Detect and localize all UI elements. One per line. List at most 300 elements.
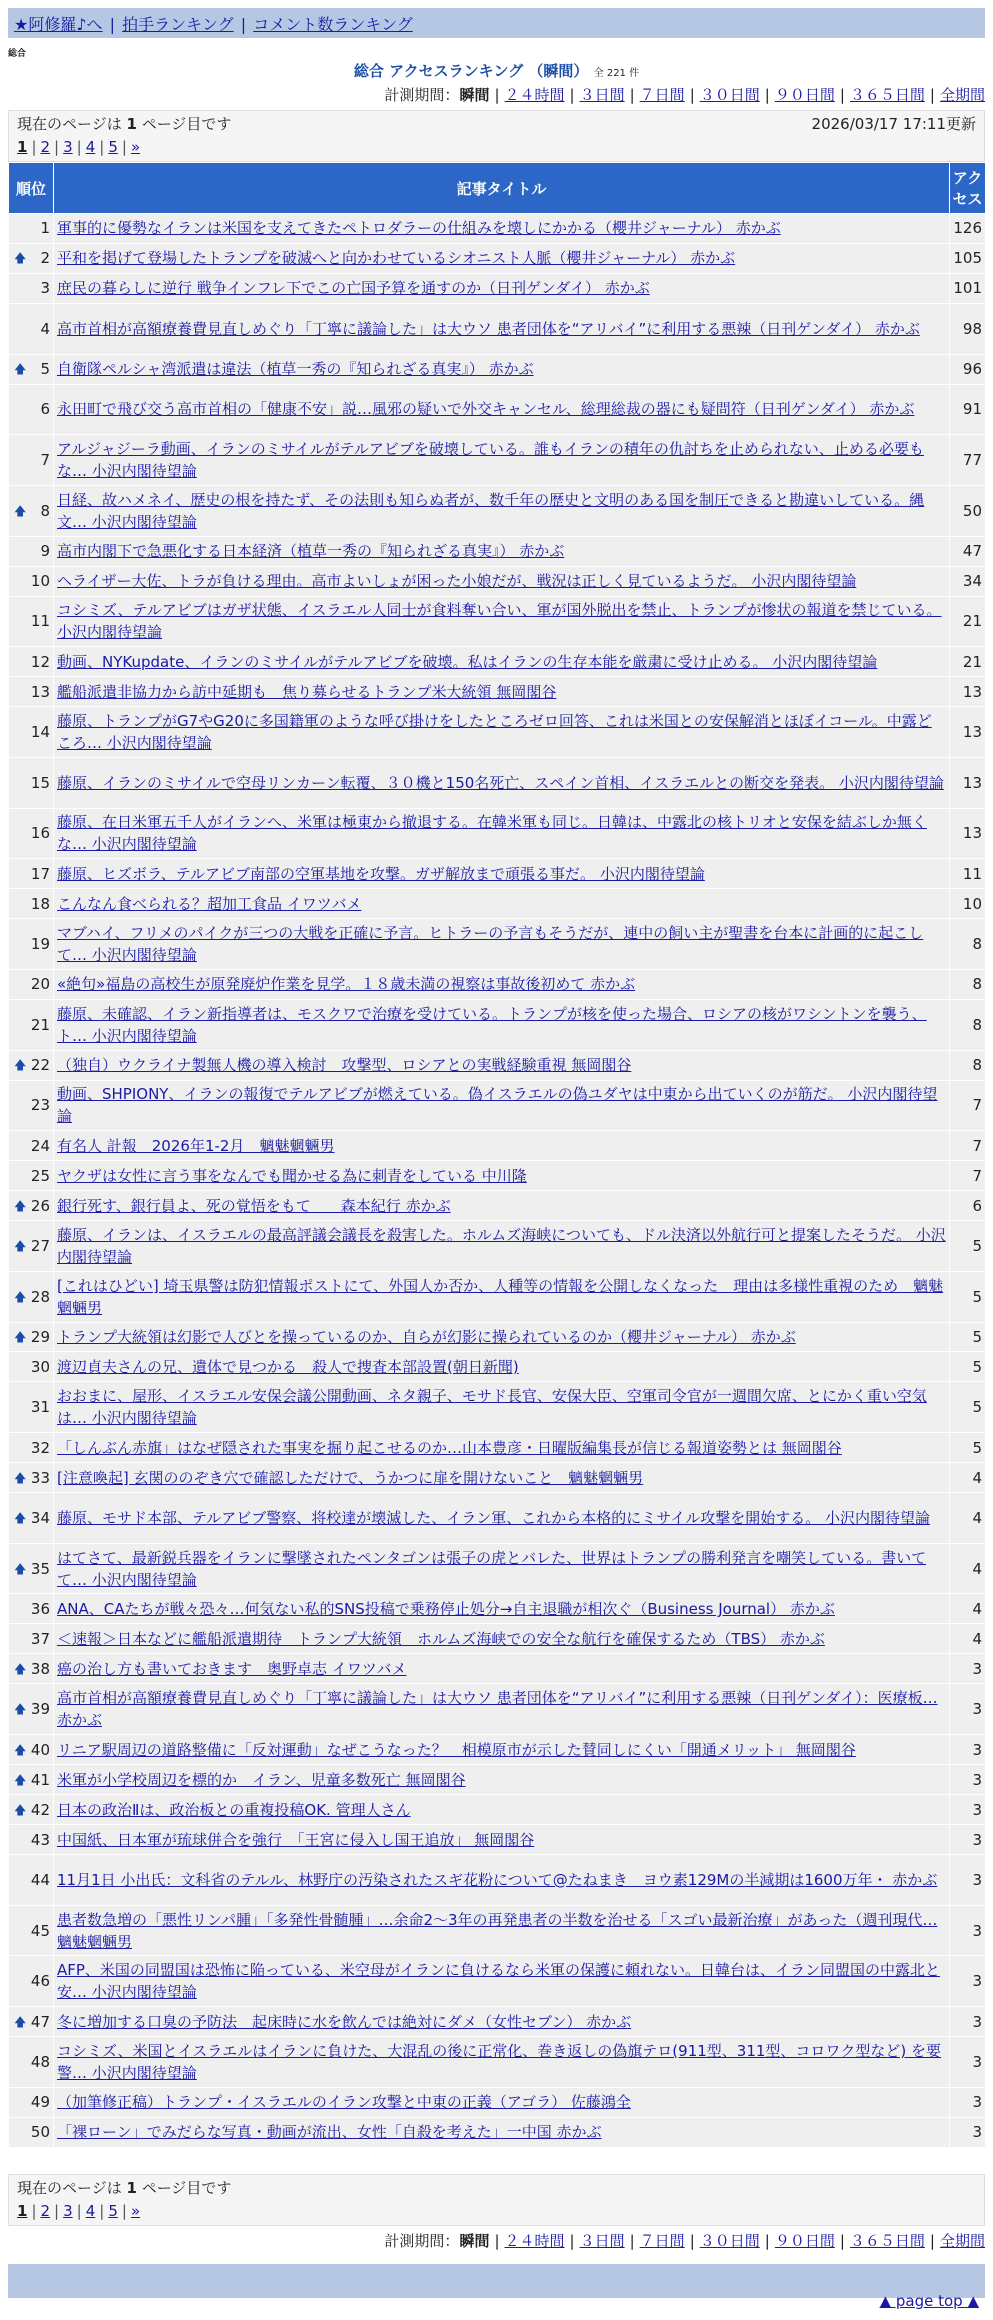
article-link[interactable]: «絶句»福島の高校生が原発廃炉作業を見学。１８歳未満の視察は事故後初めて 赤かぶ <box>57 975 636 994</box>
pager-link-4[interactable]: 4 <box>85 2202 96 2220</box>
period-selector-bottom <box>384 2230 985 2251</box>
access-count: 3 <box>950 1825 986 1855</box>
table-row <box>9 757 986 808</box>
period-link-4[interactable]: ９０日間 <box>774 86 835 104</box>
article-link[interactable]: 渡辺貞夫さんの兄、遺体で見つかる 殺人で捜査本部設置(朝日新聞) <box>57 1357 519 1376</box>
rank-cell <box>9 1624 54 1654</box>
article-link[interactable]: 高市首相が高額療養費見直しめぐり「丁寧に議論した」は大ウソ 患者団体を“アリバイ”に利用する悪辣（日刊ゲンダイ）：医療板… 赤かぶ <box>57 1689 938 1730</box>
title-cell <box>54 1433 950 1463</box>
title-cell <box>54 889 950 919</box>
period-link-1[interactable]: ３日間 <box>579 2232 625 2250</box>
access-count: 13 <box>950 677 986 707</box>
rank-cell <box>9 1825 54 1855</box>
rank-up-arrow-icon: 🡅 <box>14 2014 27 2029</box>
table-row <box>9 1493 986 1544</box>
table-row <box>9 889 986 919</box>
title-cell <box>54 677 950 707</box>
title-cell <box>54 2037 950 2088</box>
title-cell <box>54 1684 950 1735</box>
rank-number: 1 <box>40 219 50 238</box>
article-link[interactable]: ANA、CAたちが戦々恐々…何気ない私的SNS投稿で乗務停止処分→自主退職が相次ぐ（Business Journal） 赤かぶ <box>57 1599 835 1618</box>
article-link[interactable]: 癌の治し方も書いておきます 奥野卓志 イワツバメ <box>57 1659 407 1678</box>
access-count: 3 <box>950 1684 986 1735</box>
article-link[interactable]: 患者数急増の「悪性リンパ腫」「多発性骨髄腫」…余命2〜3年の再発患者の半数を治せる「スゴい最新治療」があった（週刊現代… 魑魅魍魎男 <box>57 1910 938 1951</box>
rank-cell <box>9 214 54 244</box>
article-link[interactable]: 有名人 計報 2026年1-2月 魑魅魍魎男 <box>57 1136 335 1155</box>
total-count: 全 221 件 <box>593 68 640 79</box>
pager-current: 1 <box>17 138 28 156</box>
pager-next[interactable]: » <box>130 138 141 156</box>
title-cell <box>54 1322 950 1352</box>
period-separator: | <box>494 2232 500 2250</box>
period-separator: | <box>629 86 635 104</box>
table-row <box>9 536 986 566</box>
article-link[interactable]: マブハイ、フリメのパイクが三つの大戦を正確に予言。ヒトラーの予言もそうだが、連中の飼い主が聖書を台本に計画的に起こして… 小沢内閣待望論 <box>57 924 924 965</box>
rank-number: 9 <box>40 542 50 561</box>
access-count: 101 <box>950 273 986 303</box>
period-link-3[interactable]: ３０日間 <box>699 86 760 104</box>
period-link-6[interactable]: 全期間 <box>939 86 985 104</box>
rank-cell <box>9 647 54 677</box>
table-row <box>9 303 986 354</box>
table-row <box>9 1735 986 1765</box>
article-link[interactable]: 動画、NYKupdate、イランのミサイルがテルアビブを破壊。私はイランの生存本能を厳粛に受け止める。 小沢内閣待望論 <box>57 652 878 671</box>
access-count: 77 <box>950 435 986 486</box>
rank-cell <box>9 1191 54 1221</box>
article-link[interactable]: 高市首相が高額療養費見直しめぐり「丁寧に議論した」は大ウソ 患者団体を“アリバイ”に利用する悪辣（日刊ゲンダイ） 赤かぶ <box>57 319 920 338</box>
period-link-0[interactable]: ２４時間 <box>504 86 565 104</box>
title-cell <box>54 2117 950 2147</box>
pager-link-5[interactable]: 5 <box>108 138 118 156</box>
table-row <box>9 1624 986 1654</box>
rank-number: 7 <box>40 451 50 470</box>
title-cell <box>54 1735 950 1765</box>
table-row <box>9 647 986 677</box>
title-cell <box>54 1131 950 1161</box>
title-cell <box>54 707 950 758</box>
rank-up-arrow-icon: 🡅 <box>14 503 27 518</box>
rank-number: 46 <box>30 1972 50 1991</box>
period-separator: | <box>929 86 935 104</box>
article-link[interactable]: （加筆修正稿）トランプ・イスラエルのイラン攻撃と中東の正義（アゴラ） 佐藤鴻全 <box>57 2093 631 2112</box>
access-count: 8 <box>950 919 986 970</box>
access-count: 10 <box>950 889 986 919</box>
rank-number: 6 <box>40 400 50 419</box>
article-link[interactable]: 軍事的に優勢なイランは米国を支えてきたペトロダラーの仕組みを壊しにかかる（櫻井ジャーナル） 赤かぶ <box>57 219 781 238</box>
access-count: 5 <box>950 1322 986 1352</box>
rank-up-arrow-icon: 🡅 <box>14 1802 27 1817</box>
page-info-panel-top <box>8 110 985 162</box>
access-count: 3 <box>950 1956 986 2007</box>
rank-cell <box>9 1735 54 1765</box>
article-link[interactable]: 「しんぶん赤旗」はなぜ隠された事実を掘り起こせるのか…山本豊彦・日曜版編集長が信じる報道姿勢とは 無岡閣谷 <box>57 1438 842 1457</box>
access-count: 13 <box>950 808 986 859</box>
page-top-link[interactable]: ▲ page top ▲ <box>879 2292 979 2310</box>
article-link[interactable]: 「裸ローン」でみだらな写真・動画が流出、女性「自殺を考えた」一中国 赤かぶ <box>57 2123 602 2142</box>
rank-cell <box>9 1271 54 1322</box>
table-row <box>9 2037 986 2088</box>
article-link[interactable]: 自衛隊ペルシャ湾派遣は違法（植草一秀の『知られざる真実』） 赤かぶ <box>57 360 534 379</box>
rank-number: 22 <box>30 1056 50 1075</box>
article-link[interactable]: はてさて、最新鋭兵器をイランに撃墜されたペンタゴンは張子の虎とバレた、世界はトランプの勝利発言を嘲笑している。書いてて… 小沢内閣待望論 <box>57 1548 927 1589</box>
article-link[interactable]: [これはひどい] 埼玉県警は防犯情報ポストにて、外国人か否か、人種等の情報を公開しなくなった 理由は多様性重視のため 魑魅魍魎男 <box>57 1276 944 1317</box>
rank-up-arrow-icon: 🡅 <box>14 1058 27 1073</box>
pager-next[interactable]: » <box>130 2202 141 2220</box>
rank-number: 26 <box>30 1196 50 1215</box>
access-count: 13 <box>950 757 986 808</box>
access-count: 34 <box>950 566 986 596</box>
table-row <box>9 1271 986 1322</box>
article-link[interactable]: 藤原、未確認、イラン新指導者は、モスクワで治療を受けている。トランプが核を使った場合、ロシアの核がワシントンを襲う、ト… 小沢内閣待望論 <box>57 1004 927 1045</box>
access-count: 7 <box>950 1080 986 1131</box>
pager-link-5[interactable]: 5 <box>108 2202 118 2220</box>
rank-cell <box>9 1956 54 2007</box>
rank-cell <box>9 566 54 596</box>
rank-number: 32 <box>30 1438 50 1457</box>
title-cell <box>54 566 950 596</box>
title-cell <box>54 1352 950 1382</box>
rank-up-arrow-icon: 🡅 <box>14 1742 27 1757</box>
rank-number: 13 <box>30 682 50 701</box>
table-row <box>9 2007 986 2037</box>
rank-cell <box>9 969 54 999</box>
rank-number: 4 <box>40 319 50 338</box>
title-cell <box>54 1221 950 1272</box>
rank-up-arrow-icon: 🡅 <box>14 1198 27 1213</box>
access-count: 4 <box>950 1493 986 1544</box>
rank-number: 37 <box>30 1629 50 1648</box>
article-link[interactable]: コシミズ、米国とイスラエルはイランに負けた、大混乱の後に正常化、巻き返しの偽旗テロ(911型、311型、コロワク型など) を要警… 小沢内閣待望論 <box>57 2041 942 2082</box>
title-cell <box>54 1271 950 1322</box>
rank-number: 48 <box>30 2052 50 2071</box>
title-cell <box>54 1594 950 1624</box>
table-row <box>9 1855 986 1906</box>
period-link-2[interactable]: ７日間 <box>639 2232 685 2250</box>
period-separator: | <box>629 2232 635 2250</box>
ranking-table-wrap <box>8 162 985 2148</box>
article-link[interactable]: アルジャジーラ動画、イランのミサイルがテルアビブを破壊している。誰もイランの積年の仇討ちを止められない、止める必要もな… 小沢内閣待望論 <box>57 440 924 481</box>
period-link-5[interactable]: ３６５日間 <box>849 86 925 104</box>
article-link[interactable]: [注意喚起] 玄関ののぞき穴で確認しただけで、うかつに扉を開けないこと 魑魅魍魎男 <box>57 1468 644 1487</box>
rank-cell <box>9 354 54 384</box>
updated-time: 2026/03/17 17:11更新 <box>811 115 976 133</box>
rank-cell <box>9 485 54 536</box>
access-count: 21 <box>950 596 986 647</box>
rank-cell <box>9 303 54 354</box>
article-link[interactable]: トランプ大統領は幻影で人びとを操っているのか、自らが幻影に操られているのか（櫻井ジャーナル） 赤かぶ <box>57 1327 796 1346</box>
rank-number: 35 <box>30 1559 50 1578</box>
rank-number: 34 <box>30 1508 50 1527</box>
period-current: 瞬間 <box>459 2232 490 2250</box>
bottom-bar <box>8 2264 985 2298</box>
access-count: 6 <box>950 1191 986 1221</box>
rank-number: 28 <box>30 1287 50 1306</box>
title-cell <box>54 354 950 384</box>
article-link[interactable]: 藤原、イランのミサイルで空母リンカーン転覆、３０機と150名死亡、スペイン首相、イスラエルとの断交を発表。 小沢内閣待望論 <box>57 773 944 792</box>
table-row <box>9 1905 986 1956</box>
period-link-3[interactable]: ３０日間 <box>699 2232 760 2250</box>
table-row <box>9 1543 986 1594</box>
rank-cell <box>9 757 54 808</box>
access-count: 8 <box>950 999 986 1050</box>
article-link[interactable]: 11月1日 小出氏：文科省のテルル、林野庁の汚染されたスギ花粉について@たねまき ヨウ素129Mの半減期は1600万年・ 赤かぶ <box>57 1870 938 1889</box>
table-row <box>9 1684 986 1735</box>
access-count: 91 <box>950 384 986 435</box>
article-link[interactable]: ＜速報＞日本などに艦船派遣期待 トランプ大統領 ホルムズ海峡での安全な航行を確保するため（TBS） 赤かぶ <box>57 1629 825 1648</box>
table-row <box>9 677 986 707</box>
title-cell <box>54 303 950 354</box>
pager-top <box>17 135 976 159</box>
rank-up-arrow-icon: 🡅 <box>14 251 27 266</box>
current-page-text: 現在のページは 1 ページ目です <box>17 2179 232 2197</box>
period-separator: | <box>689 2232 695 2250</box>
access-count: 8 <box>950 1050 986 1080</box>
article-link[interactable]: 日本の政治Ⅱは、政治板との重複投稿OK. 管理人さん <box>57 1800 411 1819</box>
article-link[interactable]: 艦船派遣非協力から訪中延期も 焦り募らせるトランプ米大統領 無岡閣谷 <box>57 682 557 701</box>
rank-number: 3 <box>40 279 50 298</box>
rank-up-arrow-icon: 🡅 <box>14 1329 27 1344</box>
table-row <box>9 1080 986 1131</box>
rank-cell <box>9 1795 54 1825</box>
title-cell <box>54 273 950 303</box>
rank-cell <box>9 1493 54 1544</box>
rank-number: 31 <box>30 1398 50 1417</box>
article-link[interactable]: 冬に増加する口臭の予防法 起床時に水を飲んでは絶対にダメ（女性セブン） 赤かぶ <box>57 2012 632 2031</box>
period-separator: | <box>569 2232 575 2250</box>
page-info-panel-bottom <box>8 2174 985 2226</box>
title-cell <box>54 859 950 889</box>
article-link[interactable]: 平和を掲げて登場したトランプを破滅へと向かわせているシオニスト人脈（櫻井ジャーナル） 赤かぶ <box>57 249 736 268</box>
title-cell <box>54 1191 950 1221</box>
rank-cell <box>9 999 54 1050</box>
rank-cell <box>9 2007 54 2037</box>
rank-number: 43 <box>30 1830 50 1849</box>
table-row <box>9 1191 986 1221</box>
rank-number: 42 <box>30 1800 50 1819</box>
rank-number: 29 <box>30 1327 50 1346</box>
article-link[interactable]: 藤原、在日米軍五千人がイランへ、米軍は極東から撤退する。在韓米軍も同じ。日韓は、中露北の核トリオと安保を結ぶしか無くな… 小沢内閣待望論 <box>57 813 927 854</box>
access-count: 8 <box>950 969 986 999</box>
access-count: 5 <box>950 1221 986 1272</box>
article-link[interactable]: ヤクザは女性に言う事をなんでも聞かせる為に刺青をしている 中川隆 <box>57 1166 527 1185</box>
article-link[interactable]: 永田町で飛び交う高市首相の「健康不安」説…風邪の疑いで外交キャンセル、総理総裁の器にも疑問符（日刊ゲンダイ） 赤かぶ <box>57 400 915 419</box>
rank-cell <box>9 384 54 435</box>
rank-up-arrow-icon: 🡅 <box>14 1772 27 1787</box>
article-link[interactable]: 高市内閣下で急悪化する日本経済（植草一秀の『知られざる真実』） 赤かぶ <box>57 542 565 561</box>
rank-cell <box>9 1654 54 1684</box>
period-link-1[interactable]: ３日間 <box>579 86 625 104</box>
period-link-4[interactable]: ９０日間 <box>774 2232 835 2250</box>
rank-cell <box>9 1433 54 1463</box>
clap-ranking-link[interactable]: 拍手ランキング <box>122 15 234 34</box>
rank-cell <box>9 435 54 486</box>
rank-cell <box>9 273 54 303</box>
rank-number: 49 <box>30 2093 50 2112</box>
rank-number: 11 <box>30 612 50 631</box>
period-link-5[interactable]: ３６５日間 <box>849 2232 925 2250</box>
rank-number: 50 <box>30 2123 50 2142</box>
rank-up-arrow-icon: 🡅 <box>14 1289 27 1304</box>
rank-number: 5 <box>40 360 50 379</box>
access-count: 3 <box>950 1654 986 1684</box>
table-row <box>9 999 986 1050</box>
title-cell <box>54 1905 950 1956</box>
article-link[interactable]: 藤原、イランは、イスラエルの最高評議会議長を殺害した。ホルムズ海峡についても、ドル決済以外航行可と提案したそうだ。 小沢内閣待望論 <box>57 1225 946 1266</box>
article-link[interactable]: 庶民の暮らしに逆行 戦争インフレ下でこの亡国予算を通すのか（日刊ゲンダイ） 赤かぶ <box>57 279 650 298</box>
title-cell <box>54 243 950 273</box>
comment-ranking-link[interactable]: コメント数ランキング <box>253 15 413 34</box>
period-separator: | <box>764 2232 770 2250</box>
title-cell <box>54 1855 950 1906</box>
table-row <box>9 919 986 970</box>
table-row <box>9 1050 986 1080</box>
access-count: 21 <box>950 647 986 677</box>
period-separator: | <box>494 86 500 104</box>
title-cell <box>54 435 950 486</box>
rank-cell <box>9 1080 54 1131</box>
table-row <box>9 2117 986 2147</box>
rank-cell <box>9 1855 54 1906</box>
title-cell <box>54 384 950 435</box>
access-count: 3 <box>950 2037 986 2088</box>
table-row <box>9 1956 986 2007</box>
nav-separator: | <box>109 15 116 34</box>
article-link[interactable]: こんなん食べられる？超加工食品 イワツバメ <box>57 894 362 913</box>
article-link[interactable]: 藤原、モサド本部、テルアビブ警察、将校達が壊滅した、イラン軍、これから本格的にミサイル攻撃を開始する。 小沢内閣待望論 <box>57 1508 930 1527</box>
access-count: 4 <box>950 1624 986 1654</box>
rank-number: 30 <box>30 1357 50 1376</box>
pager-link-3[interactable]: 3 <box>63 138 73 156</box>
rank-number: 19 <box>30 935 50 954</box>
title-cell <box>54 808 950 859</box>
pager-link-2[interactable]: 2 <box>40 138 51 156</box>
rank-number: 47 <box>30 2012 50 2031</box>
article-link[interactable]: 中国紙、日本軍が琉球併合を強行 「王宮に侵入し国王追放」 無岡閣谷 <box>57 1830 535 1849</box>
table-row <box>9 808 986 859</box>
access-header: アクセス <box>950 163 986 214</box>
access-count: 5 <box>950 1352 986 1382</box>
rank-cell <box>9 1050 54 1080</box>
pager-separator: | <box>54 138 60 156</box>
title-cell <box>54 1654 950 1684</box>
table-row <box>9 596 986 647</box>
article-link[interactable]: AFP、米国の同盟国は恐怖に陥っている、米空母がイランに負けるなら米軍の保護に頼れない。日韓台は、イラン同盟国の中露北と安… 小沢内閣待望論 <box>57 1961 940 2002</box>
rank-cell <box>9 1161 54 1191</box>
rank-cell <box>9 2117 54 2147</box>
pager-separator: | <box>121 2202 127 2220</box>
rank-cell <box>9 889 54 919</box>
access-count: 3 <box>950 1735 986 1765</box>
table-row <box>9 354 986 384</box>
period-link-6[interactable]: 全期間 <box>939 2232 985 2250</box>
rank-up-arrow-icon: 🡅 <box>14 1661 27 1676</box>
article-link[interactable]: 米軍が小学校周辺を標的か イラン、児童多数死亡 無岡閣谷 <box>57 1770 466 1789</box>
rank-up-arrow-icon: 🡅 <box>14 1561 27 1576</box>
access-count: 96 <box>950 354 986 384</box>
table-row <box>9 2087 986 2117</box>
title-cell <box>54 485 950 536</box>
access-count: 4 <box>950 1594 986 1624</box>
rank-number: 40 <box>30 1740 50 1759</box>
access-count: 3 <box>950 2007 986 2037</box>
title-cell <box>54 1382 950 1433</box>
article-link[interactable]: （独自）ウクライナ製無人機の導入検討 攻撃型、ロシアとの実戦経験重視 無岡閣谷 <box>57 1056 632 1075</box>
period-link-2[interactable]: ７日間 <box>639 86 685 104</box>
rank-number: 27 <box>30 1236 50 1255</box>
title-cell <box>54 214 950 244</box>
period-link-0[interactable]: ２４時間 <box>504 2232 565 2250</box>
article-link[interactable]: 藤原、トランプがG7やG20に多国籍軍のような呼び掛けをしたところゼロ回答、これは米国との安保解消とほぼイコール。中露どころ… 小沢内閣待望論 <box>57 712 932 753</box>
rank-cell <box>9 596 54 647</box>
rank-cell <box>9 2037 54 2088</box>
rank-cell <box>9 1543 54 1594</box>
access-count: 50 <box>950 485 986 536</box>
period-selector-top <box>384 84 985 105</box>
rank-number: 21 <box>30 1015 50 1034</box>
article-link[interactable]: リニア駅周辺の道路整備に「反対運動」なぜこうなった？ 相模原市が示した賛同しにくい「開通メリット」 無岡閣谷 <box>57 1740 856 1759</box>
table-row <box>9 1131 986 1161</box>
rank-up-arrow-icon: 🡅 <box>14 1510 27 1525</box>
article-link[interactable]: 藤原、ヒズボラ、テルアビブ南部の空軍基地を攻撃。ガザ解放まで頑張る事だ。 小沢内閣待望論 <box>57 864 705 883</box>
pager-separator: | <box>121 138 127 156</box>
article-link[interactable]: 日経、故ハメネイ、歴史の根を持たず、その法則も知らぬ者が、数千年の歴史と文明のある国を制圧できると勘違いしている。縄文… 小沢内閣待望論 <box>57 490 925 531</box>
title-cell <box>54 2087 950 2117</box>
page-top-link-wrap <box>880 2292 979 2310</box>
title-cell <box>54 1765 950 1795</box>
nav-separator: | <box>240 15 247 34</box>
article-link[interactable]: コシミズ、テルアビブはガザ状態、イスラエル人同士が食料奪い合い、軍が国外脱出を禁止、トランプが惨状の報道を禁じている。 小沢内閣待望論 <box>57 601 942 642</box>
access-count: 3 <box>950 1905 986 1956</box>
rank-number: 24 <box>30 1136 50 1155</box>
title-cell <box>54 919 950 970</box>
page-title-text: 総合 アクセスランキング （瞬間） <box>353 62 589 80</box>
rank-cell <box>9 1382 54 1433</box>
period-current: 瞬間 <box>459 86 490 104</box>
rank-number: 8 <box>40 501 50 520</box>
title-cell <box>54 999 950 1050</box>
title-cell <box>54 1050 950 1080</box>
access-count: 126 <box>950 214 986 244</box>
access-count: 3 <box>950 1795 986 1825</box>
pager-link-3[interactable]: 3 <box>63 2202 73 2220</box>
rank-number: 39 <box>30 1700 50 1719</box>
rank-cell <box>9 1221 54 1272</box>
pager-separator: | <box>76 138 82 156</box>
article-link[interactable]: おおまに、屋形、イスラエル安保会議公開動画、ネタ親子、モサド長官、安保大臣、空軍司令官が一週間欠席、とにかく重い空気は… 小沢内閣待望論 <box>57 1387 927 1428</box>
article-link[interactable]: 銀行死す、銀行員よ、死の覚悟をもて 森本紀行 赤かぶ <box>57 1196 451 1215</box>
rank-cell <box>9 1352 54 1382</box>
pager-separator: | <box>54 2202 60 2220</box>
table-row <box>9 1433 986 1463</box>
home-link[interactable]: ★阿修羅♪へ <box>14 15 103 34</box>
article-link[interactable]: ヘライザー大佐、トラが負ける理由。高市よいしょが困った小娘だが、戦況は正しく見ているようだ。 小沢内閣待望論 <box>57 572 857 591</box>
access-count: 5 <box>950 1382 986 1433</box>
table-row <box>9 1825 986 1855</box>
pager-separator: | <box>99 2202 105 2220</box>
table-row <box>9 1765 986 1795</box>
article-link[interactable]: 動画、SHPIONY、イランの報復でテルアビブが燃えている。偽イスラエルの偽ユダヤは中東から出ていくのが筋だ。 小沢内閣待望論 <box>57 1085 938 1126</box>
table-row <box>9 214 986 244</box>
pager-link-2[interactable]: 2 <box>40 2202 51 2220</box>
rank-cell <box>9 536 54 566</box>
table-row <box>9 1221 986 1272</box>
rank-cell <box>9 1594 54 1624</box>
rank-number: 12 <box>30 652 50 671</box>
pager-separator: | <box>31 138 37 156</box>
pager-link-4[interactable]: 4 <box>85 138 96 156</box>
period-separator: | <box>839 86 845 104</box>
title-cell <box>54 647 950 677</box>
